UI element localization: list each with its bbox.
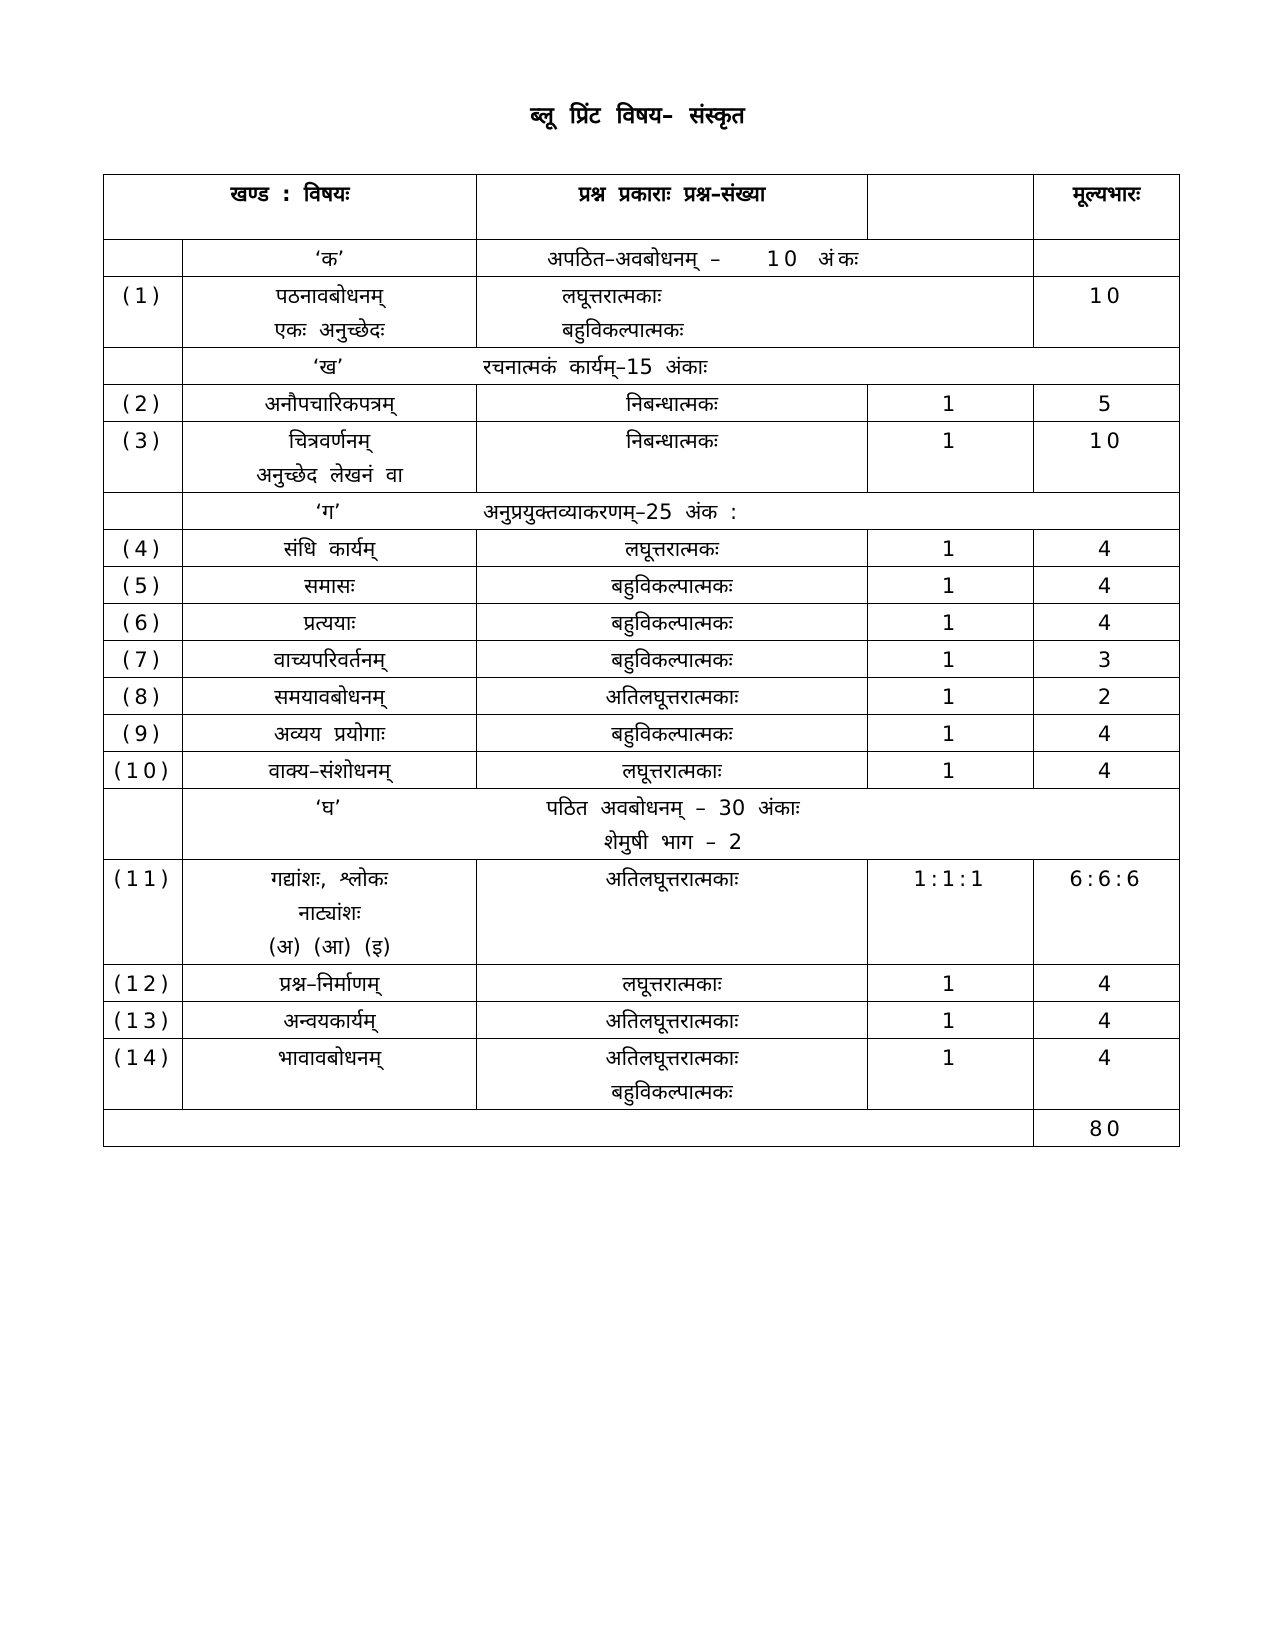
section-subtitle: शेमुषी भाग – 2 <box>603 830 743 854</box>
table-row <box>104 1002 1180 1039</box>
row-marks: 4 <box>1034 1039 1180 1110</box>
row-marks: 6:6:6 <box>1034 860 1180 965</box>
row-marks: 2 <box>1034 678 1180 715</box>
section-row-gha <box>104 789 1180 860</box>
section-row-kha <box>104 348 1180 385</box>
row-topic: भावावबोधनम् <box>183 1039 477 1110</box>
section-letter: ‘ख’ <box>312 355 344 379</box>
row-marks: 4 <box>1034 1002 1180 1039</box>
row-marks: 4 <box>1034 567 1180 604</box>
blueprint-table <box>103 174 1180 1147</box>
row-number: (6) <box>104 604 183 641</box>
section-title: पठित अवबोधनम् – 30 अंकाः <box>546 796 800 820</box>
table-row <box>104 965 1180 1002</box>
total-marks: 80 <box>1034 1110 1180 1147</box>
row-topic: अनौपचारिकपत्रम् <box>183 385 477 422</box>
section-letter: ‘ग’ <box>315 500 341 524</box>
row-type: अतिलघूत्तरात्मकाः <box>477 678 868 715</box>
section-marks: 10 अंकः <box>766 247 863 271</box>
table-row <box>104 530 1180 567</box>
table-row <box>104 752 1180 789</box>
row-number: (9) <box>104 715 183 752</box>
row-topic: चित्रवर्णनम् अनुच्छेद लेखनं वा <box>183 422 477 493</box>
row-marks: 4 <box>1034 604 1180 641</box>
row-number: (12) <box>104 965 183 1002</box>
row-count: 1 <box>868 530 1034 567</box>
row-type: निबन्धात्मकः <box>477 385 868 422</box>
header-question-type: प्रश्न प्रकाराः प्रश्न–संख्या <box>477 175 868 240</box>
row-number: (10) <box>104 752 183 789</box>
row-count: 1 <box>868 752 1034 789</box>
section-row-ka <box>104 240 1180 277</box>
section-title: अनुप्रयुक्तव्याकरणम्–25 अंक : <box>483 500 738 524</box>
row-topic: प्रश्न–निर्माणम् <box>183 965 477 1002</box>
row-marks: 4 <box>1034 965 1180 1002</box>
total-row <box>104 1110 1180 1147</box>
row-type: लघूत्तरात्मकाः <box>477 752 868 789</box>
row-type: बहुविकल्पात्मकः <box>477 641 868 678</box>
row-topic: समासः <box>183 567 477 604</box>
row-number: (8) <box>104 678 183 715</box>
row-marks: 4 <box>1034 752 1180 789</box>
row-marks: 4 <box>1034 715 1180 752</box>
row-count: 1 <box>868 385 1034 422</box>
row-count: 1 <box>868 678 1034 715</box>
row-count: 1 <box>868 422 1034 493</box>
row-type: लघूत्तरात्मकाः बहुविकल्पात्मकः <box>477 277 1034 348</box>
row-type: अतिलघूत्तरात्मकाः <box>477 860 868 965</box>
row-count: 1 <box>868 604 1034 641</box>
row-count: 1 <box>868 1002 1034 1039</box>
section-title: रचनात्मकं कार्यम्–15 अंकाः <box>483 355 708 379</box>
row-topic: अन्वयकार्यम् <box>183 1002 477 1039</box>
page-title: ब्लू प्रिंट विषय– संस्कृत <box>530 103 745 129</box>
row-count: 1 <box>868 1039 1034 1110</box>
row-marks: 3 <box>1034 641 1180 678</box>
row-number: (11) <box>104 860 183 965</box>
table-row <box>104 422 1180 493</box>
row-type: लघूत्तरात्मकः <box>477 530 868 567</box>
row-type: बहुविकल्पात्मकः <box>477 567 868 604</box>
header-marks: मूल्यभारः <box>1034 175 1180 240</box>
row-count: 1:1:1 <box>868 860 1034 965</box>
section-letter: ‘क’ <box>183 240 477 277</box>
row-marks: 10 <box>1034 277 1180 348</box>
row-marks: 10 <box>1034 422 1180 493</box>
row-type: बहुविकल्पात्मकः <box>477 604 868 641</box>
row-number: (4) <box>104 530 183 567</box>
table-row <box>104 604 1180 641</box>
row-number: (13) <box>104 1002 183 1039</box>
table-row <box>104 385 1180 422</box>
row-type: बहुविकल्पात्मकः <box>477 715 868 752</box>
table-row <box>104 860 1180 965</box>
row-topic: गद्यांशः, श्लोकः नाट्यांशः (अ) (आ) (इ) <box>183 860 477 965</box>
row-number: (7) <box>104 641 183 678</box>
table-row <box>104 1039 1180 1110</box>
row-topic: वाच्यपरिवर्तनम् <box>183 641 477 678</box>
row-number: (1) <box>104 277 183 348</box>
row-type: लघूत्तरात्मकाः <box>477 965 868 1002</box>
table-row <box>104 678 1180 715</box>
header-row <box>104 175 1180 240</box>
row-marks: 5 <box>1034 385 1180 422</box>
section-title: अपठित–अवबोधनम् – 10 अंकः <box>477 240 1034 277</box>
header-section-subject: खण्ड : विषयः <box>104 175 477 240</box>
row-number: (2) <box>104 385 183 422</box>
row-topic: अव्यय प्रयोगाः <box>183 715 477 752</box>
row-type: निबन्धात्मकः <box>477 422 868 493</box>
row-topic: संधि कार्यम् <box>183 530 477 567</box>
row-number: (5) <box>104 567 183 604</box>
row-topic: पठनावबोधनम् एकः अनुच्छेदः <box>183 277 477 348</box>
row-topic: समयावबोधनम् <box>183 678 477 715</box>
row-number: (14) <box>104 1039 183 1110</box>
section-row-ga <box>104 493 1180 530</box>
row-count: 1 <box>868 641 1034 678</box>
row-type: अतिलघूत्तरात्मकाः <box>477 1002 868 1039</box>
table-row <box>104 641 1180 678</box>
row-type: अतिलघूत्तरात्मकाः बहुविकल्पात्मकः <box>477 1039 868 1110</box>
row-marks: 4 <box>1034 530 1180 567</box>
row-number: (3) <box>104 422 183 493</box>
row-count: 1 <box>868 965 1034 1002</box>
row-count: 1 <box>868 567 1034 604</box>
row-topic: वाक्य–संशोधनम् <box>183 752 477 789</box>
row-count: 1 <box>868 715 1034 752</box>
table-row <box>104 567 1180 604</box>
row-topic: प्रत्ययाः <box>183 604 477 641</box>
header-count <box>868 175 1034 240</box>
table-row <box>104 715 1180 752</box>
section-letter: ‘घ’ <box>315 796 341 820</box>
table-row <box>104 277 1180 348</box>
